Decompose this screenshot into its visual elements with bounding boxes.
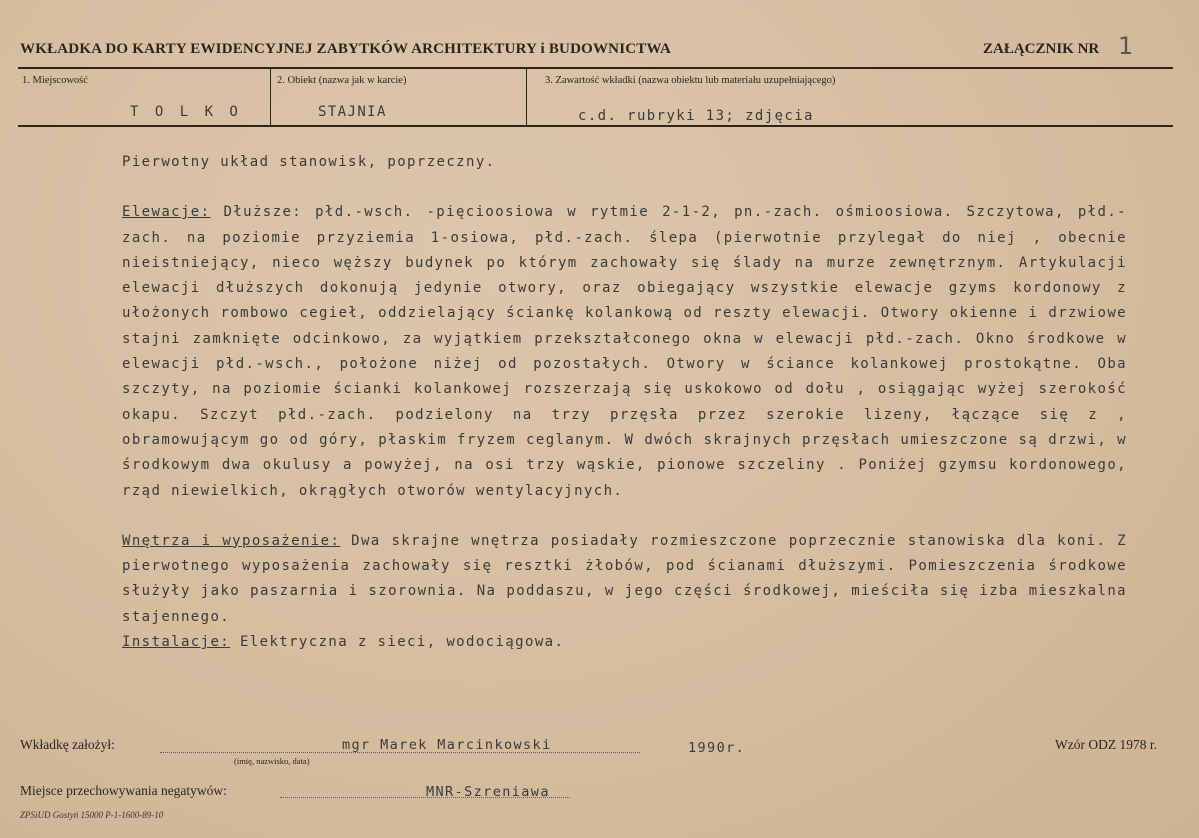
column-divider-2 (526, 68, 527, 126)
negatives-value: MNR-Szreniawa (426, 784, 550, 800)
interiors-heading: Wnętrza i wyposażenie: (122, 532, 341, 549)
elevations-heading: Elewacje: (122, 204, 211, 221)
content-value: c.d. rubryki 13; zdjęcia (578, 108, 814, 124)
interiors-text: Dwa skrajne wnętrza posiadały rozmieszczone poprzecznie stanowiska dla koni. Z pierwotnego wyposażenia zachowały się resztki żłobów, pod ścianami dłuższymi. Pomieszczenia środkowe służyły jako paszarnia i szorownia. Na poddaszu, w jego części środkowej, mieściła się izba mieszkalna stajennego. (122, 532, 1127, 625)
object-value: STAJNIA (318, 104, 387, 120)
installations-heading: Instalacje: (122, 634, 231, 651)
elevations-text: Dłuższe: płd.-wsch. -pięcioosiowa w rytmie 2-1-2, pn.-zach. ośmioosiowa. Szczytowa, płd.-zach. na poziomie przyziemia 1-osiowa, płd.-zach. ślepa (pierwotnie przylegał do niej , obecnie nieistniejący, nieco węższy budynek po którym zachowały się ślady na murze zewnętrznym. Artykulacji elewacji dłuższych dokonują jedynie otwory, oraz obiegający wszystkie elewacje gzyms kordonowy z ułożonych rombowo cegieł, oddzielający ściankę kolankową od reszty elewacji. Otwory okienne i drzwiowe stajni zamknięte odcinkowo, za wyjątkiem przekształconego okna w elewacji płd.-zach. Okno środkowe w elewacji płd.-wsch., położone niżej od pozostałych. Otwory w ściance kolankowej prostokątne. Oba szczyty, na poziomie ścianki kolankowej rozszerzają się uskokowo od dołu , osiągając wyżej szerokość okapu. Szczyt płd.-zach. podzielony na trzy przęsła przez szerokie lizeny, łączące się z , obramowującym go od góry, płaskim fryzem ceglanym. W dwóch skrajnych przęsłach umieszczone są drzwi, w środkowym dwa okulusy a powyżej, na osi trzy wąskie, pionowe szczeliny . Poniżej gzymsu kordonowego, rząd niewielkich, okrągłych otworów wentylacyjnych. (122, 204, 1127, 499)
locality-label: 1. Miejscowość (22, 75, 88, 86)
installations-text: Elektryczna z sieci, wodociągowa. (230, 634, 565, 651)
description-body (122, 150, 1127, 655)
column-divider-1 (270, 68, 271, 126)
locality-value: T O L K O (130, 104, 242, 120)
intro-paragraph: Pierwotny układ stanowisk, poprzeczny. (122, 154, 496, 170)
year-value: 1990r. (688, 740, 746, 756)
elevations-paragraph (122, 200, 1127, 504)
object-label: 2. Obiekt (nazwa jak w karcie) (277, 75, 407, 86)
attachment-label: ZAŁĄCZNIK NR (983, 41, 1100, 57)
author-value: mgr Marek Marcinkowski (342, 737, 552, 753)
header-rule-bottom (18, 125, 1173, 127)
interiors-paragraph (122, 529, 1127, 630)
negatives-label: Miejsce przechowywania negatywów: (20, 783, 227, 798)
print-code: ZPSiUD Gostyń 15000 P-1-1600-89-10 (20, 810, 164, 820)
header-rule-top (18, 67, 1173, 69)
form-reference: Wzór ODZ 1978 r. (1055, 737, 1157, 752)
installations-paragraph (122, 630, 1127, 655)
author-caption: (imię, nazwisko, data) (234, 756, 310, 766)
attachment-number: 1 (1118, 32, 1134, 60)
content-label: 3. Zawartość wkładki (nazwa obiektu lub materiału uzupełniającego) (545, 75, 836, 86)
card-title: WKŁADKA DO KARTY EWIDENCYJNEJ ZABYTKÓW ARCHITEKTURY i BUDOWNICTWA (20, 41, 672, 57)
author-label: Wkładkę założył: (20, 737, 115, 752)
